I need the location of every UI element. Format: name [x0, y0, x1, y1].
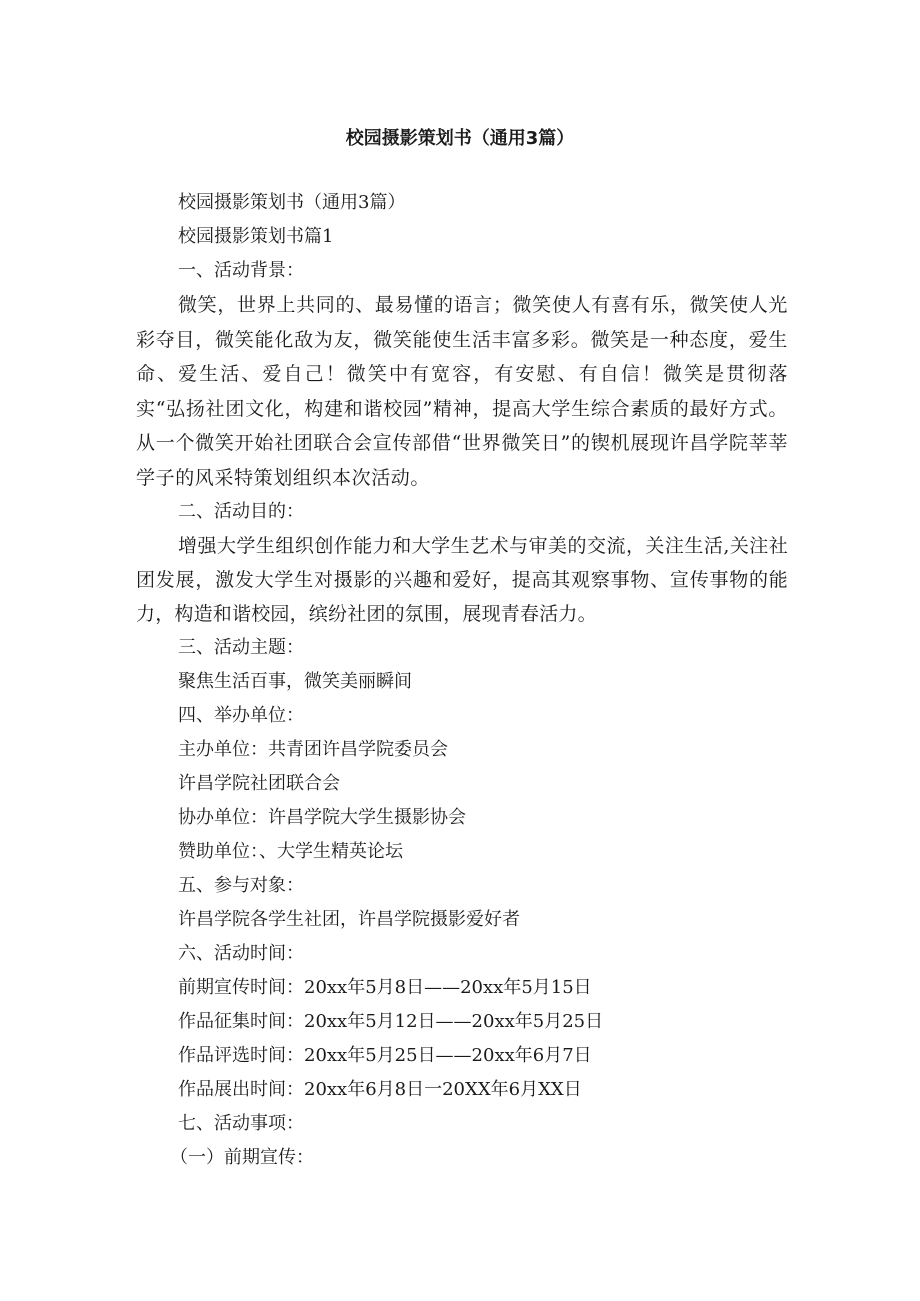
subsection-heading: （一）前期宣传： — [170, 1147, 314, 1168]
section-line: 协办单位：许昌学院大学生摄影协会 — [178, 807, 466, 828]
section-heading: 三、活动主题： — [178, 637, 304, 658]
intro-title: 校园摄影策划书（通用3篇） — [178, 192, 406, 213]
section-line: 聚焦生活百事，微笑美丽瞬间 — [178, 671, 412, 692]
schedule-line: 作品展出时间：20xx年6月8日一20XX年6月XX日 — [178, 1079, 582, 1100]
section-line: 主办单位：共青团许昌学院委员会 — [178, 739, 448, 760]
part-title: 校园摄影策划书篇1 — [178, 226, 334, 247]
section-line: 许昌学院社团联合会 — [178, 773, 340, 794]
section-paragraph: 微笑，世界上共同的、最易懂的语言；微笑使人有喜有乐，微笑使人光彩夺目，微笑能化敌为友，微笑能使生活丰富多彩。微笑是一种态度，爱生命、爱生活、爱自己！微笑中有宽容，有安慰、有自信！微笑是贯彻落实“弘扬社团文化，构建和谐校园”精神，提高大学生综合素质的最好方式。从一个微笑开始社团联合会宣传部借“世界微笑日”的锲机展现许昌学院莘莘学子的风采特策划组织本次活动。 — [136, 294, 788, 489]
section-heading: 七、活动事项： — [178, 1113, 304, 1134]
document-title: 校园摄影策划书（通用3篇） — [345, 128, 575, 149]
schedule-line: 前期宣传时间：20xx年5月8日——20xx年5月15日 — [178, 977, 592, 998]
schedule-line: 作品征集时间：20xx年5月12日——20xx年5月25日 — [178, 1011, 604, 1032]
section-heading: 四、举办单位： — [178, 705, 304, 726]
section-line: 赞助单位：、大学生精英论坛 — [178, 841, 403, 862]
section-heading: 六、活动时间： — [178, 943, 304, 964]
schedule-line: 作品评选时间：20xx年5月25日——20xx年6月7日 — [178, 1045, 592, 1066]
document-body — [136, 186, 788, 1175]
section-heading: 五、参与对象： — [178, 875, 304, 896]
section-heading: 二、活动目的： — [178, 501, 304, 522]
section-line: 许昌学院各学生社团，许昌学院摄影爱好者 — [178, 909, 520, 930]
section-paragraph: 增强大学生组织创作能力和大学生艺术与审美的交流，关注生活,关注社团发展，激发大学生对摄影的兴趣和爱好，提高其观察事物、宣传事物的能力，构造和谐校园，缤纷社团的氛围，展现青春活力。 — [136, 535, 788, 625]
section-heading: 一、活动背景： — [178, 260, 304, 281]
